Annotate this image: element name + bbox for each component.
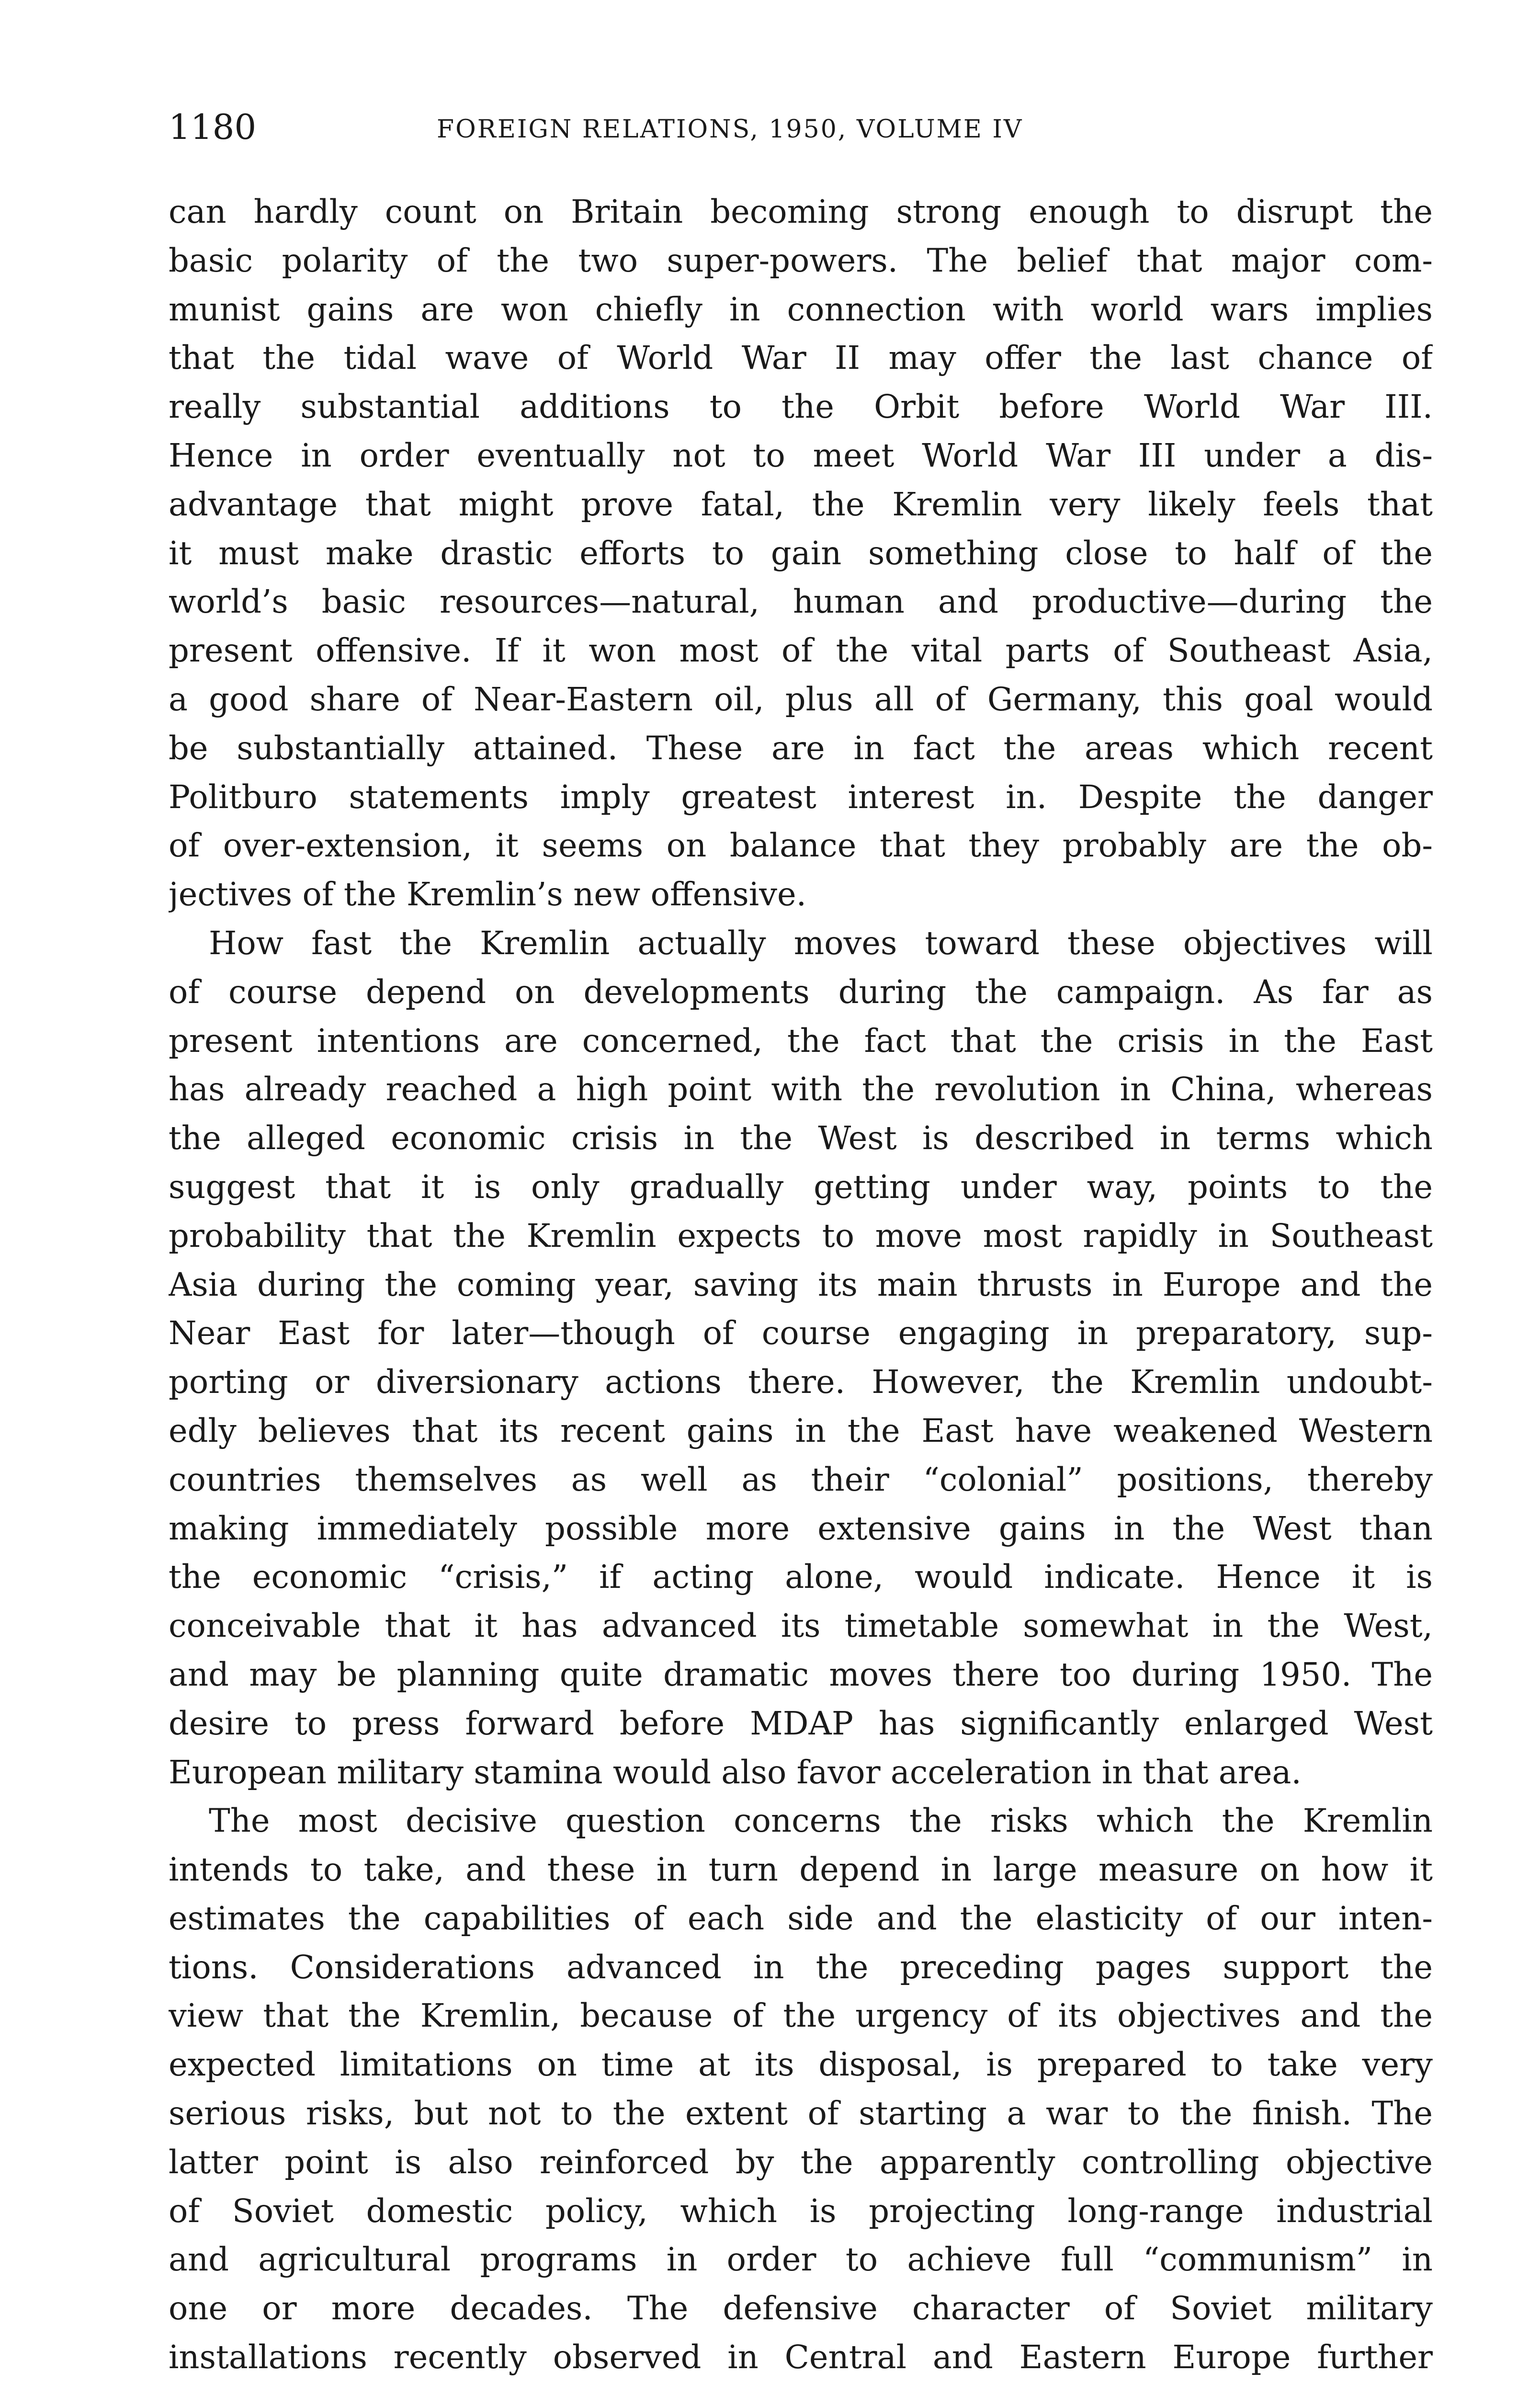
- text-line: The most decisive question concerns the risks which the Kremlin: [209, 1802, 1433, 1840]
- text-line: estimates the capabilities of each side and the elasticity of our inten-: [169, 1899, 1433, 1937]
- text-line: view that the Kremlin, because of the urgency of its objectives and the: [169, 1997, 1433, 2035]
- text-line: of course depend on developments during the campaign. As far as: [169, 973, 1433, 1011]
- page-header: [169, 103, 1433, 156]
- paragraph-3: [169, 1797, 1433, 2382]
- page-number: 1180: [169, 107, 257, 147]
- text-line: a good share of Near-Eastern oil, plus all of Germany, this goal would: [169, 680, 1433, 718]
- text-line: and agricultural programs in order to achieve full “communism” in: [169, 2241, 1433, 2279]
- text-line: edly believes that its recent gains in the East have weakened Western: [169, 1412, 1433, 1449]
- text-line: present offensive. If it won most of the vital parts of Southeast Asia,: [169, 632, 1433, 670]
- text-line: present intentions are concerned, the fact that the crisis in the East: [169, 1022, 1433, 1060]
- text-line: installations recently observed in Central and Eastern Europe further: [169, 2338, 1433, 2376]
- text-line: of Soviet domestic policy, which is projecting long-range industrial: [169, 2192, 1433, 2230]
- text-line: Near East for later—though of course engaging in preparatory, sup-: [169, 1314, 1433, 1352]
- text-line: conceivable that it has advanced its timetable somewhat in the West,: [169, 1607, 1433, 1645]
- text-line: Hence in order eventually not to meet World War III under a dis-: [169, 436, 1433, 474]
- text-line: intends to take, and these in turn depend in large measure on how it: [169, 1851, 1433, 1889]
- text-line: basic polarity of the two super-powers. The belief that major com-: [169, 241, 1433, 279]
- text-line: be substantially attained. These are in fact the areas which recent: [169, 729, 1433, 767]
- text-line: tions. Considerations advanced in the preceding pages support the: [169, 1948, 1433, 1986]
- text-line: can hardly count on Britain becoming strong enough to disrupt the: [169, 193, 1433, 230]
- text-line: the alleged economic crisis in the West is described in terms which: [169, 1119, 1433, 1157]
- text-line: How fast the Kremlin actually moves toward these objectives will: [209, 924, 1433, 962]
- text-line: Asia during the coming year, saving its main thrusts in Europe and the: [169, 1266, 1433, 1303]
- text-line: expected limitations on time at its disposal, is prepared to take very: [169, 2046, 1433, 2084]
- text-line: world’s basic resources—natural, human and productive—during the: [169, 583, 1433, 621]
- text-line: jectives of the Kremlin’s new offensive.: [169, 876, 806, 913]
- text-line: really substantial additions to the Orbit before World War III.: [169, 388, 1433, 426]
- text-line: munist gains are won chiefly in connection with world wars implies: [169, 290, 1433, 328]
- text-line: serious risks, but not to the extent of starting a war to the finish. The: [169, 2095, 1433, 2133]
- text-line: and may be planning quite dramatic moves there too during 1950. The: [169, 1655, 1433, 1693]
- text-line: advantage that might prove fatal, the Kremlin very likely feels that: [169, 485, 1433, 523]
- paragraph-1: [169, 188, 1433, 919]
- running-title: FOREIGN RELATIONS, 1950, VOLUME IV: [437, 115, 1023, 144]
- text-line: making immediately possible more extensive gains in the West than: [169, 1509, 1433, 1547]
- text-line: probability that the Kremlin expects to move most rapidly in Southeast: [169, 1217, 1433, 1255]
- text-line: one or more decades. The defensive character of Soviet military: [169, 2290, 1433, 2327]
- text-line: Politburo statements imply greatest interest in. Despite the danger: [169, 778, 1433, 816]
- paragraph-2: [169, 919, 1433, 1797]
- text-line: has already reached a high point with the revolution in China, whereas: [169, 1071, 1433, 1108]
- text-line: that the tidal wave of World War II may offer the last chance of: [169, 339, 1433, 377]
- text-line: of over-extension, it seems on balance that they probably are the ob-: [169, 827, 1433, 865]
- text-line: it must make drastic efforts to gain something close to half of the: [169, 534, 1433, 572]
- text-line: porting or diversionary actions there. However, the Kremlin undoubt-: [169, 1363, 1433, 1401]
- text-line: European military stamina would also favor acceleration in that area.: [169, 1753, 1302, 1791]
- text-line: desire to press forward before MDAP has significantly enlarged West: [169, 1704, 1433, 1742]
- text-line: countries themselves as well as their “colonial” positions, thereby: [169, 1460, 1433, 1498]
- text-line: latter point is also reinforced by the apparently controlling objective: [169, 2143, 1433, 2181]
- text-line: suggest that it is only gradually getting under way, points to the: [169, 1168, 1433, 1206]
- body-text: [169, 188, 1433, 2382]
- text-line: the economic “crisis,” if acting alone, would indicate. Hence it is: [169, 1558, 1433, 1596]
